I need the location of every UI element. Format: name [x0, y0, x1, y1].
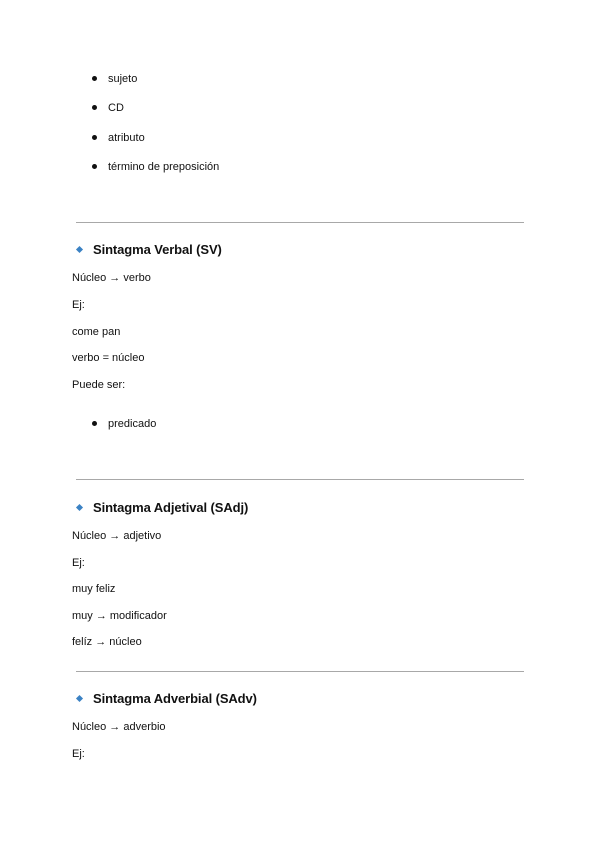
- puede-ser-text: Puede ser:: [72, 379, 126, 391]
- list-item: atributo: [108, 132, 145, 144]
- example-label: Ej:: [72, 299, 85, 311]
- list-item: sujeto: [108, 73, 138, 85]
- bullet-icon: [92, 135, 97, 140]
- bullet-icon: [92, 164, 97, 169]
- note-text: verbo = núcleo: [72, 352, 145, 364]
- divider: [76, 671, 524, 672]
- example-label: Ej:: [72, 748, 85, 760]
- blue-diamond-icon: [76, 504, 83, 511]
- example-label: Ej:: [72, 557, 85, 569]
- divider: [76, 222, 524, 223]
- example-text: come pan: [72, 326, 121, 338]
- nucleo-text: Núcleo → adverbio: [72, 721, 166, 733]
- bullet-icon: [92, 105, 97, 110]
- nucleo-text: Núcleo → verbo: [72, 272, 151, 284]
- nucleo-text: Núcleo → adjetivo: [72, 530, 162, 542]
- example-text: muy feliz: [72, 583, 116, 595]
- note-text: muy → modificador: [72, 610, 167, 622]
- note-text: felíz → núcleo: [72, 636, 142, 648]
- list-item: CD: [108, 102, 124, 114]
- section-heading: Sintagma Verbal (SV): [93, 242, 222, 257]
- section-heading: Sintagma Adverbial (SAdv): [93, 691, 257, 706]
- bullet-icon: [92, 421, 97, 426]
- blue-diamond-icon: [76, 246, 83, 253]
- bullet-icon: [92, 76, 97, 81]
- divider: [76, 479, 524, 480]
- blue-diamond-icon: [76, 695, 83, 702]
- list-item: término de preposición: [108, 161, 220, 173]
- section-heading: Sintagma Adjetival (SAdj): [93, 500, 249, 515]
- list-item: predicado: [108, 418, 157, 430]
